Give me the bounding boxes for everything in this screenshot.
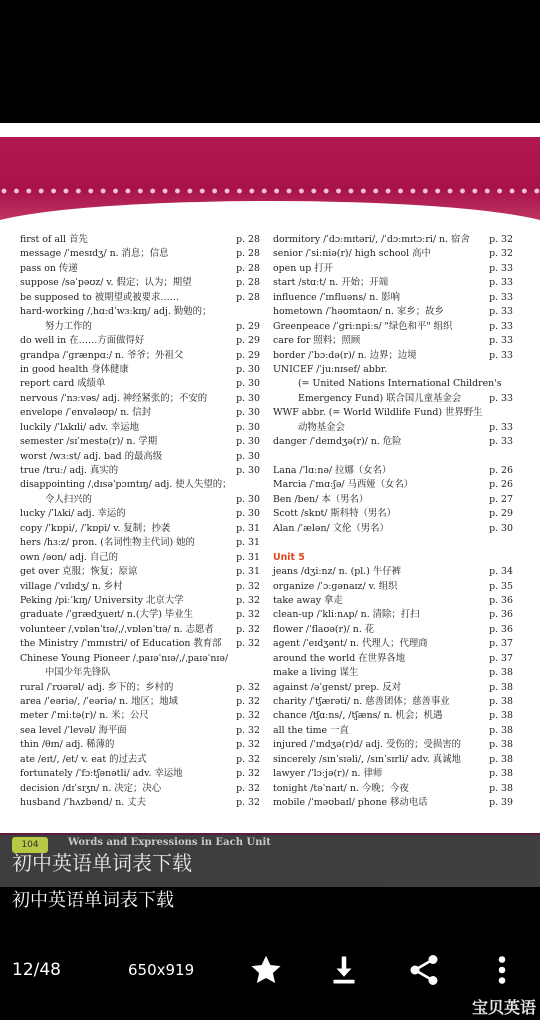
word-entry-text: Chinese Young Pioneer /ˌpaɪəˈnɪə/,/ˌpaɪəˈnɪə/: [20, 652, 229, 664]
page-reference: p. 38: [489, 768, 513, 780]
page-reference: p. 38: [489, 710, 513, 722]
page-reference: p. 32: [236, 623, 260, 635]
word-entry-text: get over 克服；恢复；原谅: [20, 566, 138, 578]
page-reference: p. 31: [236, 551, 260, 563]
page-reference: p. 28: [236, 248, 260, 260]
word-entry-text: take away 拿走: [273, 594, 343, 606]
word-entry: [20, 522, 260, 536]
page-reference: p. 30: [236, 450, 260, 462]
share-icon[interactable]: [406, 952, 442, 988]
page-reference: p. 38: [489, 782, 513, 794]
word-entry: [273, 565, 513, 579]
word-entry: [20, 681, 260, 695]
word-entry-text: decision /dɪˈsɪʒn/ n. 决定；决心: [20, 782, 162, 794]
word-entry-text: volunteer /ˌvɒlənˈtɪə/,/ˌvɒlənˈtɪə/ n. 志愿者: [20, 623, 214, 635]
word-entry: [20, 247, 260, 261]
page-reference: p. 30: [236, 392, 260, 404]
page-reference: p. 32: [236, 580, 260, 592]
word-list-right: [273, 233, 513, 811]
word-entry: [20, 782, 260, 796]
word-entry-text: around the world 在世界各地: [273, 652, 406, 664]
page-reference: p. 30: [236, 407, 260, 419]
word-entry-text: disappointing /ˌdɪsəˈpɔɪntɪŋ/ adj. 使人失望的；: [20, 479, 232, 491]
word-entry-text: meter /ˈmiːtə(r)/ n. 米；公尺: [20, 710, 149, 722]
word-entry: [20, 738, 260, 752]
decorative-banner: [0, 137, 540, 223]
page-reference: p. 36: [489, 594, 513, 606]
page-reference: p. 33: [489, 291, 513, 303]
word-entry: [20, 709, 260, 723]
word-entry: [20, 262, 260, 276]
word-entry: [273, 349, 513, 363]
word-entry-text: WWF abbr. (= World Wildlife Fund) 世界野生: [273, 407, 483, 419]
word-entry-text: rural /ˈrʊərəl/ adj. 乡下的；乡村的: [20, 681, 174, 693]
page-reference: p. 30: [236, 436, 260, 448]
page-reference: p. 31: [236, 537, 260, 549]
word-entry-text: mobile /ˈməʊbaɪl/ phone 移动电话: [273, 797, 428, 809]
word-entry: [273, 450, 513, 464]
page-reference: p. 32: [236, 609, 260, 621]
word-entry-text: worst /wɜːst/ adj. bad 的最高级: [20, 450, 163, 462]
page-reference: p. 38: [489, 667, 513, 679]
word-entry-text: chance /tʃɑːns/, /tʃæns/ n. 机会；机遇: [273, 710, 443, 722]
word-entry-text: open up 打开: [273, 262, 333, 274]
word-entry-text: border /ˈbɔːdə(r)/ n. 边界；边境: [273, 349, 417, 361]
word-entry: [273, 464, 513, 478]
word-entry: [273, 334, 513, 348]
word-entry: [20, 305, 260, 319]
word-entry-text: fortunately /ˈfɔːtʃənətli/ adv. 幸运地: [20, 768, 183, 780]
dot-pattern: [0, 187, 540, 195]
word-entry-text: Marcia /ˈmɑːʃə/ 马西娅（女名）: [273, 479, 414, 491]
page-reference: p. 30: [489, 522, 513, 534]
page-reference: p. 28: [236, 291, 260, 303]
page-reference: p. 37: [489, 638, 513, 650]
page-reference: p. 31: [236, 522, 260, 534]
word-entry: [273, 709, 513, 723]
word-entry-text: ate /eɪt/, /et/ v. eat 的过去式: [20, 753, 147, 765]
word-entry-text: hard-working /ˌhɑːdˈwɜːkɪŋ/ adj. 勤勉的；: [20, 306, 212, 318]
page-reference: p. 33: [489, 320, 513, 332]
word-entry: [273, 666, 513, 680]
page-reference: p. 32: [236, 696, 260, 707]
word-entry-text: Lana /ˈlɑːnə/ 拉娜（女名）: [273, 465, 392, 476]
page-reference: p. 32: [236, 724, 260, 736]
page-reference: p. 32: [236, 768, 260, 780]
word-entry-text: lucky /ˈlʌki/ adj. 幸运的: [20, 508, 126, 520]
word-entry: [20, 291, 260, 305]
page-reference: p. 39: [489, 797, 513, 809]
word-entry-text: agent /ˈeɪdʒənt/ n. 代理人；代理商: [273, 638, 428, 650]
word-entry: [20, 493, 260, 507]
page-reference: p. 32: [236, 594, 260, 606]
word-entry-text: the Ministry /ˈmɪnɪstri/ of Education 教育部: [20, 638, 222, 650]
word-entry-text: nervous /ˈnɜːvəs/ adj. 神经紧张的；不安的: [20, 392, 208, 404]
viewer-toolbar: [0, 940, 540, 1000]
word-entry-text: clean-up /ˈkliːnʌp/ n. 清除；打扫: [273, 609, 420, 621]
word-entry-text: 动物基金会: [298, 421, 345, 433]
caption-title: 初中英语单词表下载: [12, 890, 174, 911]
word-entry: [273, 291, 513, 305]
word-entry-text: Alan /ˈælən/ 文伦（男名）: [273, 522, 389, 534]
page-reference: p. 33: [489, 262, 513, 274]
word-entry-text: area /ˈeəriə/, /ˈeəriə/ n. 地区；地域: [20, 696, 179, 707]
word-entry: [20, 637, 260, 651]
page-reference: p. 32: [236, 782, 260, 794]
word-entry: [273, 262, 513, 276]
word-entry-text: sincerely /sɪnˈsɪəli/, /sɪnˈsɪrli/ adv. 真诚地: [273, 753, 461, 765]
word-entry: [273, 623, 513, 637]
page-reference: p. 33: [489, 436, 513, 448]
word-entry-text: own /əʊn/ adj. 自己的: [20, 551, 118, 563]
page-reference: p. 36: [489, 609, 513, 621]
word-entry-text: graduate /ˈɡrædʒueɪt/ n.(大学) 毕业生: [20, 609, 193, 621]
word-entry-text: Emergency Fund) 联合国儿童基金会: [298, 392, 462, 404]
page-reference: p. 35: [489, 580, 513, 592]
word-entry: [273, 493, 513, 507]
word-entry-text: envelope /ˈenvələʊp/ n. 信封: [20, 407, 152, 419]
word-entry: [20, 377, 260, 391]
word-entry-text: Peking /piːˈkɪŋ/ University 北京大学: [20, 594, 184, 606]
caption-overlay: [0, 835, 540, 887]
word-entry-text: make a living 谋生: [273, 667, 359, 679]
word-entry: [273, 406, 513, 420]
word-entry: [273, 652, 513, 666]
word-entry: [273, 580, 513, 594]
word-entry-text: be supposed to 被期望或被要求……: [20, 291, 180, 303]
word-entry-text: copy /ˈkɒpi/, /ˈkɒpi/ v. 复制；抄袭: [20, 522, 171, 534]
word-list-left: [20, 233, 260, 811]
word-entry-text: first of all 首先: [20, 234, 88, 245]
page-reference: p. 33: [489, 349, 513, 361]
word-entry: [20, 320, 260, 334]
word-entry-text: Scott /skɒt/ 斯科特（男名）: [273, 508, 397, 520]
watermark-logo: 宝贝英语: [471, 998, 536, 1017]
page-reference: p. 29: [236, 349, 260, 361]
word-entry: [20, 652, 260, 666]
document-image: [0, 123, 540, 835]
word-entry-text: thin /θɪn/ adj. 稀薄的: [20, 739, 115, 751]
page-reference: p. 26: [489, 465, 513, 476]
page-reference: p. 33: [489, 277, 513, 289]
word-entry: [273, 247, 513, 261]
page-reference: p. 27: [489, 493, 513, 505]
word-entry: [20, 767, 260, 781]
word-entry: [273, 753, 513, 767]
word-entry: [273, 522, 513, 536]
word-entry: [273, 637, 513, 651]
word-entry: [273, 276, 513, 290]
word-entry-text: jeans /dʒiːnz/ n. (pl.) 牛仔裤: [273, 566, 401, 578]
word-entry: [20, 421, 260, 435]
word-entry: [273, 478, 513, 492]
word-entry: [20, 695, 260, 709]
caption-overlay-text: 初中英语单词表下载: [12, 851, 192, 875]
page-reference: p. 32: [236, 710, 260, 722]
page-reference: p. 30: [236, 493, 260, 505]
word-entry: [20, 349, 260, 363]
page-reference: p. 38: [489, 696, 513, 707]
word-entry: [273, 724, 513, 738]
word-entry: [20, 551, 260, 565]
word-entry: [20, 334, 260, 348]
word-entry: [20, 478, 260, 492]
word-entry: [20, 536, 260, 550]
word-entry-text: true /truː/ adj. 真实的: [20, 465, 119, 476]
word-entry: [20, 276, 260, 290]
page-number-badge: 104: [12, 837, 48, 853]
word-entry: [20, 363, 260, 377]
page-reference: p. 38: [489, 724, 513, 736]
page-reference: p. 30: [236, 508, 260, 520]
word-entry-text: lawyer /ˈlɔːjə(r)/ n. 律师: [273, 768, 383, 780]
page-reference: p. 28: [236, 262, 260, 274]
word-entry-text: suppose /səˈpəʊz/ v. 假定；认为；期望: [20, 277, 192, 289]
download-icon[interactable]: [326, 952, 362, 988]
word-entry-text: 努力工作的: [45, 320, 92, 332]
page-reference: p. 30: [236, 378, 260, 390]
word-entry-text: hers /hɜːz/ pron. (名词性物主代词) 她的: [20, 537, 195, 549]
word-entry: [273, 681, 513, 695]
word-entry: [273, 738, 513, 752]
page-reference: p. 29: [489, 508, 513, 520]
page-reference: p. 32: [236, 638, 260, 650]
page-reference: p. 30: [236, 421, 260, 433]
word-entry: [20, 608, 260, 622]
word-entry-text: Unit 5: [273, 551, 305, 563]
word-entry-text: flower /ˈflaʊə(r)/ n. 花: [273, 623, 375, 635]
page-reference: p. 29: [236, 320, 260, 332]
page-reference: p. 38: [489, 739, 513, 751]
word-entry: [273, 507, 513, 521]
word-entry-text: all the time 一直: [273, 724, 349, 736]
word-entry-text: UNICEF /ˈjuːnɪsef/ abbr.: [273, 363, 388, 375]
word-entry-text: tonight /təˈnaɪt/ n. 今晚；今夜: [273, 782, 409, 794]
word-entry-text: charity /ˈtʃærəti/ n. 慈善团体；慈善事业: [273, 696, 450, 707]
word-entry: [273, 796, 513, 810]
word-entry: [20, 623, 260, 637]
word-entry-text: luckily /ˈlʌkɪli/ adv. 幸运地: [20, 421, 139, 433]
word-entry: [273, 320, 513, 334]
word-entry-text: village /ˈvɪlɪdʒ/ n. 乡村: [20, 580, 123, 592]
word-entry-text: against /əˈɡenst/ prep. 反对: [273, 681, 402, 693]
page-reference: p. 32: [236, 753, 260, 765]
page-reference: p. 32: [236, 739, 260, 751]
word-entry-text: care for 照料；照顾: [273, 335, 361, 347]
word-entry: [20, 435, 260, 449]
word-entry: [273, 363, 513, 377]
page-reference: p. 30: [236, 465, 260, 476]
word-entry: [20, 450, 260, 464]
word-entry: [20, 464, 260, 478]
word-entry: [20, 753, 260, 767]
page-reference: p. 28: [236, 277, 260, 289]
page-reference: p. 30: [236, 363, 260, 375]
word-entry-text: (= United Nations International Children's: [298, 378, 502, 390]
page-reference: p. 33: [489, 335, 513, 347]
unit-heading: [273, 551, 513, 565]
page-reference: p. 32: [236, 797, 260, 809]
image-dimensions: 650x919: [128, 961, 195, 979]
word-entry: [273, 594, 513, 608]
word-entry: [20, 406, 260, 420]
word-entry-text: do well in 在……方面做得好: [20, 335, 145, 347]
word-entry-text: in good health 身体健康: [20, 363, 129, 375]
word-entry-text: 中国少年先锋队: [45, 667, 111, 679]
word-entry: [273, 435, 513, 449]
star-icon[interactable]: [248, 952, 284, 988]
page-reference: p. 34: [489, 566, 513, 578]
word-entry-text: husband /ˈhʌzbənd/ n. 丈夫: [20, 797, 146, 809]
word-entry-text: 令人扫兴的: [45, 493, 92, 505]
word-entry: [20, 594, 260, 608]
page-reference: p. 33: [489, 306, 513, 318]
word-entry-text: Ben /ben/ 本（男名）: [273, 493, 369, 505]
word-entry: [273, 782, 513, 796]
word-entry: [273, 608, 513, 622]
word-entry: [20, 507, 260, 521]
word-entry-text: sea level /ˈlevəl/ 海平面: [20, 724, 127, 736]
word-entry: [273, 421, 513, 435]
word-entry: [20, 392, 260, 406]
word-entry-text: hometown /ˈhəʊmtaʊn/ n. 家乡；故乡: [273, 306, 444, 318]
page-reference: p. 33: [489, 421, 513, 433]
page-reference: p. 38: [489, 681, 513, 693]
word-entry-text: organize /ˈɔːɡənaɪz/ v. 组织: [273, 580, 398, 592]
page-reference: p. 33: [489, 392, 513, 404]
page-reference: p. 32: [489, 234, 513, 245]
word-entry: [273, 392, 513, 406]
word-entry-text: Greenpeace /ˈɡriːnpiːs/ "绿色和平" 组织: [273, 320, 453, 332]
word-entry-text: dormitory /ˈdɔːmɪtəri/, /ˈdɔːmɪtɔːri/ n. 宿舍: [273, 234, 470, 245]
word-entry: [20, 565, 260, 579]
page-reference: p. 38: [489, 753, 513, 765]
page-reference: p. 32: [489, 248, 513, 260]
word-entry: [20, 233, 260, 247]
word-entry-text: influence /ˈɪnfluəns/ n. 影响: [273, 291, 401, 303]
word-entry: [273, 377, 513, 391]
page-reference: p. 36: [489, 623, 513, 635]
word-entry-text: danger /ˈdeɪndʒə(r)/ n. 危险: [273, 436, 402, 448]
word-entry-text: grandpa /ˈɡrænpɑː/ n. 爷爷；外祖父: [20, 349, 184, 361]
page-reference: p. 26: [489, 479, 513, 491]
image-counter: 12/48: [12, 960, 61, 980]
page-reference: p. 28: [236, 234, 260, 245]
page-reference: p. 37: [489, 652, 513, 664]
page-reference: p. 31: [236, 566, 260, 578]
footer-heading: Words and Expressions in Each Unit: [68, 837, 271, 848]
more-icon[interactable]: [484, 952, 520, 988]
word-entry: [273, 767, 513, 781]
word-entry: [20, 796, 260, 810]
word-entry: [273, 536, 513, 550]
word-entry-text: report card 成绩单: [20, 378, 106, 390]
word-entry-text: injured /ˈɪndʒə(r)d/ adj. 受伤的；受损害的: [273, 739, 461, 751]
word-entry-text: message /ˈmesɪdʒ/ n. 消息；信息: [20, 248, 169, 260]
word-entry: [20, 580, 260, 594]
word-entry: [20, 724, 260, 738]
word-entry: [273, 305, 513, 319]
word-entry-text: senior /ˈsiːniə(r)/ high school 高中: [273, 248, 431, 260]
word-entry-text: pass on 传递: [20, 262, 78, 274]
word-entry: [273, 233, 513, 247]
page-reference: p. 29: [236, 335, 260, 347]
word-entry-text: start /stɑːt/ n. 开始；开端: [273, 277, 389, 289]
word-entry: [20, 666, 260, 680]
word-entry-text: semester /sɪˈmestə(r)/ n. 学期: [20, 436, 158, 448]
page-reference: p. 32: [236, 681, 260, 693]
word-entry: [273, 695, 513, 709]
